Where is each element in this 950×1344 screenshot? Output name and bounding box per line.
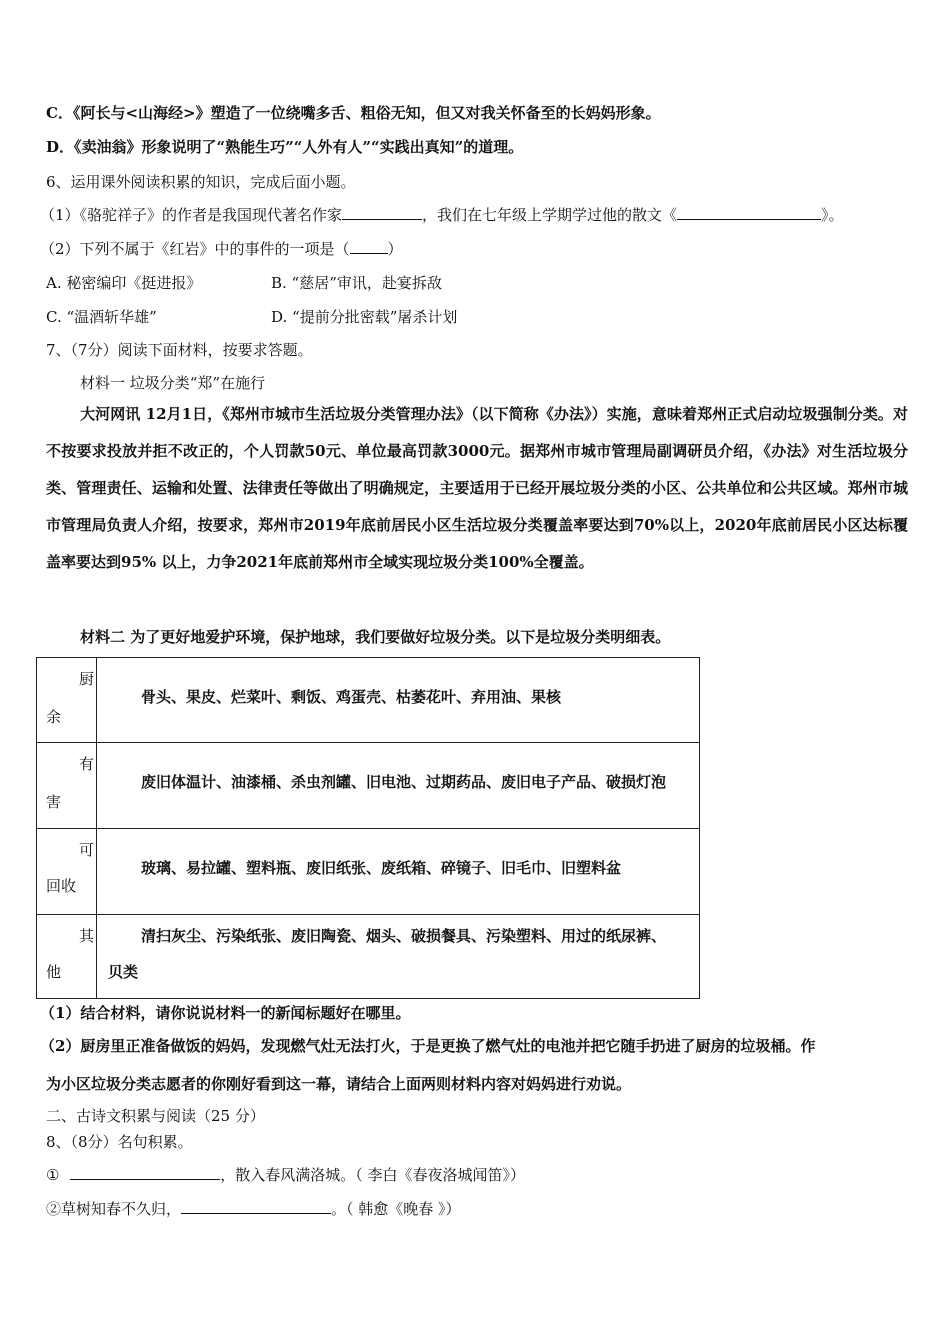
q6-1-text-a: （1）《骆驼祥子》的作者是我国现代著名作家 [40, 206, 343, 224]
waste-classification-table [36, 657, 700, 999]
essay-blank[interactable] [677, 205, 821, 220]
table-row [37, 658, 700, 743]
material-2-title: 材料二 为了更好地爱护环境，保护地球，我们要做好垃圾分类。以下是垃圾分类明细表。 [80, 628, 671, 646]
option-c: C．《阿长与<山海经>》塑造了一位绕嘴多舌、粗俗无知，但又对我关怀备至的长妈妈形象。 [46, 104, 661, 122]
table-row [37, 915, 700, 999]
items-text: 玻璃、易拉罐、塑料瓶、废旧纸张、废纸箱、碎镜子、旧毛巾、旧塑料盆 [141, 859, 622, 877]
category-label-bottom: 害 [46, 793, 62, 811]
question-7-title: 7、（7分）阅读下面材料，按要求答题。 [46, 341, 313, 359]
question-7-1: （1）结合材料，请你说说材料一的新闻标题好在哪里。 [40, 1004, 411, 1022]
material-1-body [46, 396, 908, 581]
poem-blank-2[interactable] [181, 1199, 331, 1214]
q8-1-text: ，散入春风满洛城。（ 李白《春夜洛城闻笛》） [220, 1166, 526, 1184]
q6-1-text-c: 》。 [821, 206, 844, 224]
category-cell [37, 829, 97, 915]
section-2-heading: 二、古诗文积累与阅读（25 分） [46, 1107, 265, 1125]
q6-2-text-a: （2）下列不属于《红岩》中的事件的一项是（ [40, 240, 350, 258]
question-7-2-line-1: （2）厨房里正准备做饭的妈妈，发现燃气灶无法打火，于是更换了燃气灶的电池并把它随手扔进了厨房的垃圾桶。作 [40, 1037, 816, 1055]
poem-blank-1[interactable] [70, 1165, 220, 1180]
question-6-title: 6、运用课外阅读积累的知识，完成后面小题。 [46, 173, 356, 191]
category-label-top: 其 [79, 927, 95, 945]
category-label-top: 厨 [79, 670, 95, 688]
q6-2-text-b: ） [387, 240, 403, 258]
question-8-2 [46, 1199, 461, 1219]
category-label-bottom: 他 [46, 963, 62, 981]
category-cell [37, 915, 97, 999]
question-7-2-line-2: 为小区垃圾分类志愿者的你刚好看到这一幕，请结合上面两则材料内容对妈妈进行劝说。 [46, 1075, 632, 1093]
category-label-bottom: 回收 [46, 877, 77, 895]
items-text-continued: 贝类 [108, 963, 139, 981]
q8-1-marker: ① [46, 1166, 60, 1184]
q6-1-text-b: ，我们在七年级上学期学过他的散文《 [422, 206, 678, 224]
q8-2-text-b: 。（ 韩愈《晚春 》） [331, 1200, 461, 1218]
items-cell [97, 658, 700, 743]
category-label-bottom: 余 [46, 708, 62, 726]
question-6-1 [40, 205, 844, 225]
items-text: 骨头、果皮、烂菜叶、剩饭、鸡蛋壳、枯萎花叶、弃用油、果核 [141, 688, 562, 706]
items-text: 废旧体温计、油漆桶、杀虫剂罐、旧电池、过期药品、废旧电子产品、破损灯泡 [141, 773, 667, 791]
category-label-top: 可 [79, 841, 95, 859]
answer-blank[interactable] [350, 239, 388, 254]
material-1-text: 大河网讯 12月1日，《郑州市城市生活垃圾分类管理办法》（以下简称《办法》）实施，意味着郑州正式启动垃圾强制分类。对不按要求投放并拒不改正的，个人罚款50元、单位最高罚款3000元。据郑州市城市管理局副调研员介绍，《办法》对生活垃圾分类、管理责任、运输和处置、法律责任等做出了明确规定，主要适用于已经开展垃圾分类的小区、公共单位和公共区域。郑州市城市管理局负责人介绍，按要求，郑州市2019年底前居民小区生活垃圾分类覆盖率要达到70%以上，2020年底前居民小区达标覆盖率要达到95% 以上，力争2021年底前郑州市全域实现垃圾分类100%全覆盖。 [46, 405, 908, 571]
author-blank[interactable] [342, 205, 422, 220]
category-label-top: 有 [79, 755, 95, 773]
material-1-title: 材料一 垃圾分类“郑”在施行 [80, 374, 266, 392]
question-8-1 [46, 1165, 525, 1185]
category-cell [37, 658, 97, 743]
category-cell [37, 743, 97, 829]
option-d: D．《卖油翁》形象说明了“熟能生巧”“人外有人”“实践出真知”的道理。 [46, 138, 524, 156]
items-cell [97, 743, 700, 829]
q6-option-b: B. “慈居”审讯，赴宴拆敌 [271, 274, 442, 292]
items-text: 清扫灰尘、污染纸张、废旧陶瓷、烟头、破损餐具、污染塑料、用过的纸尿裤、 [141, 927, 667, 945]
q6-option-a: A. 秘密编印《挺进报》 [46, 274, 202, 292]
question-6-2 [40, 239, 403, 259]
question-8-title: 8、（8分）名句积累。 [46, 1133, 193, 1151]
q6-option-d: D. “提前分批密载”屠杀计划 [271, 308, 458, 326]
q6-option-c: C. “温酒斩华雄” [46, 308, 157, 326]
items-cell [97, 829, 700, 915]
q8-2-text-a: ②草树知春不久归， [46, 1200, 182, 1218]
items-cell [97, 915, 700, 999]
table-row [37, 829, 700, 915]
table-row [37, 743, 700, 829]
